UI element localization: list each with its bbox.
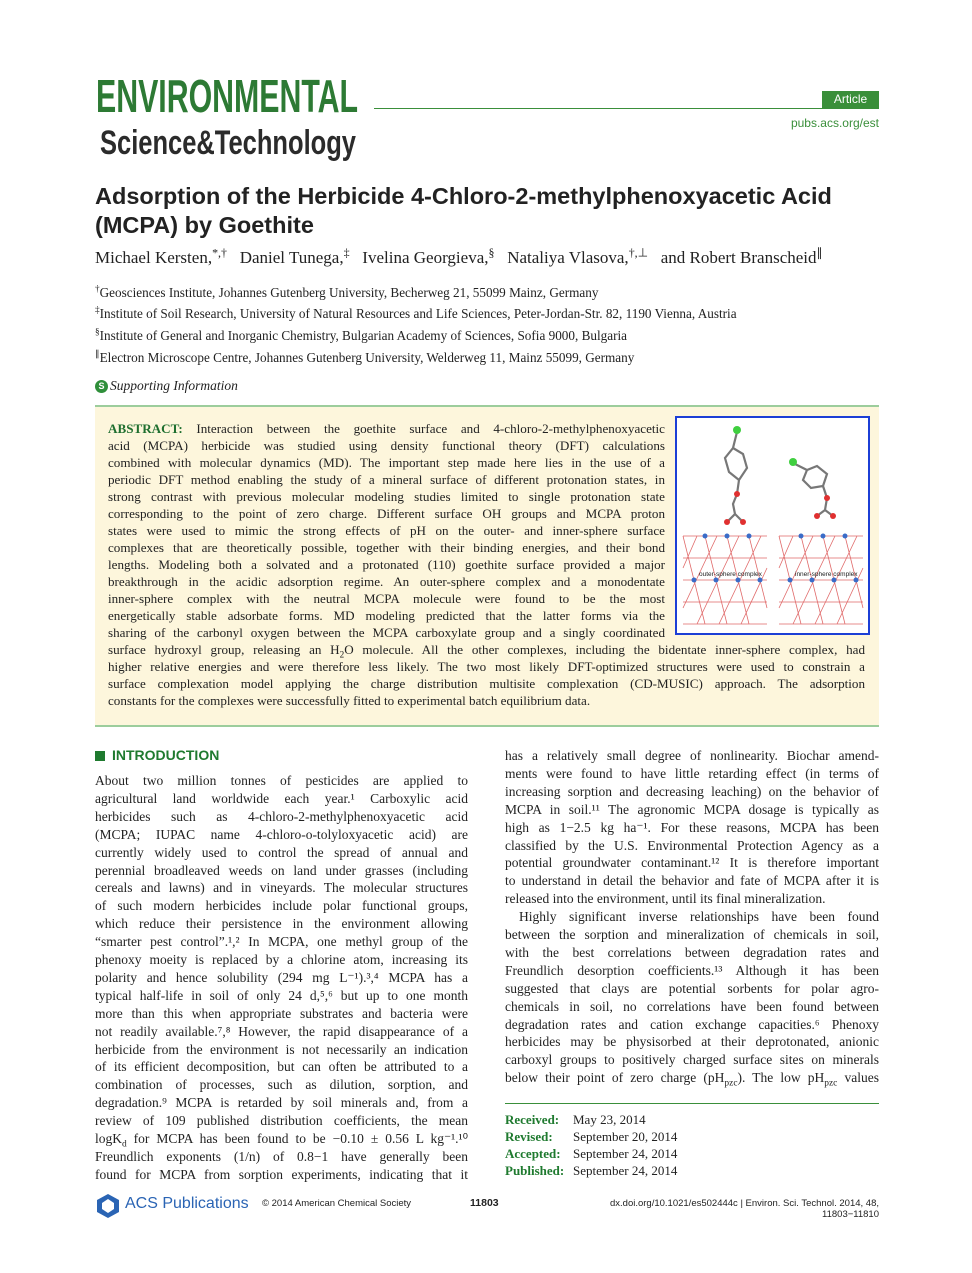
abstract-text-line: inner-sphere complex with the neutral MCPA molecule were found to be the most xyxy=(108,591,665,606)
body-text-line: Freundlich exponents (1/n) of 0.8−1 have generally been xyxy=(95,1148,468,1164)
author-name[interactable]: Daniel Tunega, xyxy=(239,248,344,267)
body-text-line: not readily available.⁷,⁸ However, the rapid disappearance of a xyxy=(95,1023,468,1039)
affiliation-text: Geosciences Institute, Johannes Gutenberg University, Becherweg 21, 55099 Mainz, Germany xyxy=(99,285,599,300)
body-text-line: About two million tonnes of pesticides are applied to xyxy=(95,773,468,788)
journal-logo-sub xyxy=(100,118,362,166)
journal-logo xyxy=(96,62,358,122)
abstract-text-line: states were used to mimic the strong effects of pH on the outer- and inner-sphere surface xyxy=(108,523,665,538)
date-label: Published: xyxy=(505,1163,565,1178)
abstract-text-line: Interaction between the goethite surface and 4-chloro-2-methylphenoxyacetic xyxy=(196,421,665,436)
body-text-line: (MCPA; IUPAC name 4-chloro-o-tolyloxyacetic acid) are xyxy=(95,826,468,842)
body-text-line: released into the environment, until its final mineralization. xyxy=(505,891,826,907)
abstract-line xyxy=(108,641,865,658)
chlorine-atom-left xyxy=(733,426,741,434)
date-value: May 23, 2014 xyxy=(573,1112,646,1127)
body-text-line: Freundlich desorption coefficients.¹³ Although it has been xyxy=(505,962,879,978)
body-text-line: has a relatively small degree of nonlinearity. Biochar amend- xyxy=(505,748,879,763)
title-line-1: Adsorption of the Herbicide 4-Chloro-2-methylphenoxyacetic Acid xyxy=(95,183,832,209)
article-type-badge: Article xyxy=(822,91,879,108)
section-heading-introduction: INTRODUCTION xyxy=(112,747,220,763)
body-text-line: “smarter pest control”.¹,² In MCPA, one methyl group of the xyxy=(95,934,468,950)
abstract-line xyxy=(108,488,665,505)
logo-line2: Science&Technology xyxy=(100,124,357,162)
body-text-line: suggested that clays are potential sorbents for polar agro- xyxy=(505,980,879,996)
abstract-line xyxy=(108,454,665,471)
affiliation-text: Electron Microscope Centre, Johannes Gutenberg University, Welderweg 11, Mainz 55099, Germany xyxy=(99,350,635,365)
abstract-line xyxy=(108,573,665,590)
body-text-line: found for MCPA from sorption experiments, indicating that it xyxy=(95,1166,468,1182)
body-text-line: degradation.⁹ MCPA is retarded by soil minerals and, from a xyxy=(95,1095,468,1111)
journal-url-link[interactable]: pubs.acs.org/est xyxy=(790,116,879,130)
abstract-text-line: breakthrough in the acidic adsorption regime. An outer-sphere complex and a monodentate xyxy=(108,574,665,589)
author-name[interactable]: Ivelina Georgieva, xyxy=(362,248,489,267)
body-text-line: MCPA in soil.¹¹ The agronomic MCPA dosage is typically as xyxy=(505,801,879,817)
affiliation-mark: † xyxy=(95,283,100,294)
abstract-line xyxy=(108,539,665,556)
body-text-line: of such modern herbicides include polar functional groups, xyxy=(95,898,468,914)
body-text-line: agricultural land worldwide each year.¹ Carboxylic acid xyxy=(95,790,468,806)
acs-hexagon-icon xyxy=(95,1193,121,1219)
abstract-text-line: complexes that are theoretically possible, together with their binding energies, and their bond xyxy=(108,540,665,555)
abstract-line xyxy=(108,624,665,641)
section-marker xyxy=(95,751,105,761)
affiliation xyxy=(95,328,885,344)
author-marks: ∥ xyxy=(816,245,823,260)
page-number: 11803 xyxy=(470,1197,499,1209)
abstract-line xyxy=(108,420,665,437)
logo-line1: ENVIRONMENTAL xyxy=(96,70,358,122)
abstract-line xyxy=(108,590,665,607)
body-text-line: which reduce their persistence in the environment allowing xyxy=(95,916,468,932)
abstract-text-line: combined with molecular dynamics (MD). The important step made here lies in the use of a xyxy=(108,455,665,470)
abstract-text-line: acid (MCPA) herbicide was studied using density functional theory (DFT) calculations xyxy=(108,438,665,453)
body-text-line: cereals and lawns) and in vineyards. The molecular structures xyxy=(95,880,468,896)
abstract-line: surface complexation model applying the charge distribution multisite complexation (CD-MUSIC) approach. The adsorption xyxy=(108,676,865,691)
affiliation-mark: § xyxy=(95,326,100,337)
title-line-2: (MCPA) by Goethite xyxy=(95,212,314,238)
abstract-line: constants for the complexes were successfully fitted to experimental batch equilibrium data. xyxy=(108,693,591,708)
body-text-line: perennial broadleaved weeds on land under grasses (including xyxy=(95,862,468,878)
body-text-line: chemicals in soil, no correlations have been found between xyxy=(505,998,879,1014)
oxygen-atoms-left xyxy=(724,491,746,525)
abstract-text-line: strong contrast with previous molecular modeling studies limited to single protonation state xyxy=(108,489,665,504)
body-text-line: herbicide from the environment is not necessarily an indication xyxy=(95,1041,468,1057)
affiliation-mark: ‡ xyxy=(95,304,100,315)
author-marks: § xyxy=(488,245,495,260)
date-label: Received: xyxy=(505,1112,560,1127)
body-text-line: review of 109 published distribution coefficients, the mean xyxy=(95,1113,468,1129)
affiliation xyxy=(95,285,885,301)
date-value: September 20, 2014 xyxy=(573,1129,678,1144)
body-text-line: to understand in detail the behavior and fate of MCPA after it is xyxy=(505,873,879,889)
abstract-line xyxy=(108,522,665,539)
abstract-text-line: periodic DFT method enabling the study of a mineral surface of different protonation states, in xyxy=(108,472,665,487)
body-text-line: increasing sorption and decreasing leaching) on the behavior of xyxy=(505,783,879,799)
copyright-notice: © 2014 American Chemical Society xyxy=(262,1198,412,1209)
author-marks: ‡ xyxy=(343,245,350,260)
abstract-line xyxy=(108,437,665,454)
author-marks: *,† xyxy=(212,245,227,260)
date-label: Accepted: xyxy=(505,1146,561,1161)
date-label: Revised: xyxy=(505,1129,553,1144)
abstract-text-line: energetically stable adsorbate forms. MD modeling predicted that the latter forms via the xyxy=(108,608,665,623)
affiliation-text: Institute of Soil Research, University of Natural Resources and Life Sciences, Peter-Jordan-Str. 82, 1190 Vienna, Austria xyxy=(99,306,737,321)
date-value: September 24, 2014 xyxy=(573,1146,678,1161)
supporting-info-link[interactable]: Supporting Information xyxy=(110,378,238,393)
abstract-line xyxy=(108,556,665,573)
subscript: 2 xyxy=(339,649,345,660)
author-name[interactable]: Michael Kersten, xyxy=(95,248,213,267)
mcpa-molecule-left xyxy=(725,432,747,522)
toc-graphic xyxy=(675,416,870,635)
article-title xyxy=(95,182,885,240)
abstract-text-line: corresponding to the point of zero charge. Different surface OH groups and MCPA proton xyxy=(108,506,665,521)
body-text-line: with the best correlations between degradation rates and xyxy=(505,944,879,960)
body-text-line: currently widely used to control the spread of annual and xyxy=(95,844,468,860)
body-text-line: below their point of zero charge $(pH_{pzc})$. The low $pH_{pzc}$ values xyxy=(505,1070,879,1089)
abstract-line xyxy=(108,471,665,488)
author-name[interactable]: and Robert Branscheid xyxy=(660,248,817,267)
affiliation-mark: ∥ xyxy=(95,348,100,359)
date-value: September 24, 2014 xyxy=(573,1163,678,1178)
affiliation-text: Institute of General and Inorganic Chemistry, Bulgarian Academy of Sciences, Sofia 9000, Bulgaria xyxy=(99,328,627,343)
author-name[interactable]: Nataliya Vlasova, xyxy=(507,248,629,267)
toc-label-outer: outer-sphere complex xyxy=(699,571,762,578)
author-list xyxy=(95,245,885,268)
body-text-line: logK$_d$ for MCPA has been found to be −0.10 ± 0.56 L kg⁻¹.¹⁰ xyxy=(95,1131,468,1150)
abstract-text-line: O molecule. All the other complexes, including the bidentate inner-sphere complex, had xyxy=(344,642,865,657)
mcpa-molecule-right xyxy=(795,464,833,516)
chlorine-atom-right xyxy=(789,458,797,466)
body-text-line: typical half-life in soil of only 24 d,⁵,⁶ but up to one month xyxy=(95,987,468,1003)
body-text-line: degradation rates and cation exchange capacities.⁶ Phenoxy xyxy=(505,1016,879,1032)
header-rule xyxy=(374,108,879,109)
dates-rule xyxy=(505,1103,879,1104)
body-text-line: classified by the U.S. Environmental Protection Agency as a xyxy=(505,837,879,853)
body-text-line: combination of processes, such as dilution, sorption, and xyxy=(95,1077,468,1093)
abstract-text-line: lengths. Modeling both a solvated and a protonated (110) goethite surface provided a major xyxy=(108,557,665,572)
doi-citation[interactable]: dx.doi.org/10.1021/es502444c | Environ. Sci. Technol. 2014, 48, 11803−11810 xyxy=(609,1198,879,1220)
body-text-line: polarity and hence solubility (294 mg L⁻¹).³,⁴ MCPA has a xyxy=(95,969,468,985)
body-text-line: of its efficient decomposition, but can often be attributed to a xyxy=(95,1059,468,1075)
abstract-line xyxy=(108,505,665,522)
body-text-line: phenoxy moeity is replaced by a chlorine atom, increasing its xyxy=(95,952,468,967)
affiliation xyxy=(95,350,885,366)
body-text-line: between the sorption and mineralization of chemicals in soil, xyxy=(505,927,879,942)
author-marks: †,⊥ xyxy=(628,245,648,260)
body-text-line: ments were found to have little retarding effect (in terms of xyxy=(505,765,879,781)
toc-label-inner: inner-sphere complex xyxy=(795,571,858,578)
body-text-line: herbicides may be physisorbed at their deprotonated, anionic xyxy=(505,1034,879,1050)
acs-publications-text: ACS Publications xyxy=(125,1195,249,1212)
body-text-line: potential groundwater contaminant.¹² It is therefore important xyxy=(505,855,879,871)
body-text-line: high as 1−2.5 kg ha⁻¹. For these reasons, MCPA has been xyxy=(505,819,879,835)
abstract-text-line: sharing of the carbonyl oxygen between the MCPA carboxylate group and a singly coordinated xyxy=(108,625,665,640)
abstract-line: higher relative energies and were therefore less likely. The two most likely DFT-optimized structures were used to constrain a xyxy=(108,659,865,674)
body-text-line: herbicides such as 4-chloro-2-methylphenoxyacetic acid xyxy=(95,808,468,824)
abstract-label: ABSTRACT: xyxy=(108,421,183,436)
body-text-line: Highly significant inverse relationships have been found xyxy=(519,909,879,925)
supporting-info-icon[interactable]: S xyxy=(95,380,108,393)
affiliation xyxy=(95,306,885,322)
body-text-line: more than this when appropriate substrates and bacteria were xyxy=(95,1005,468,1021)
abstract-line xyxy=(108,607,665,624)
body-text-line: carboxyl groups to positively charged surface sites on minerals xyxy=(505,1052,879,1068)
abstract-text-line: surface hydroxyl group, releasing an H xyxy=(108,642,340,657)
